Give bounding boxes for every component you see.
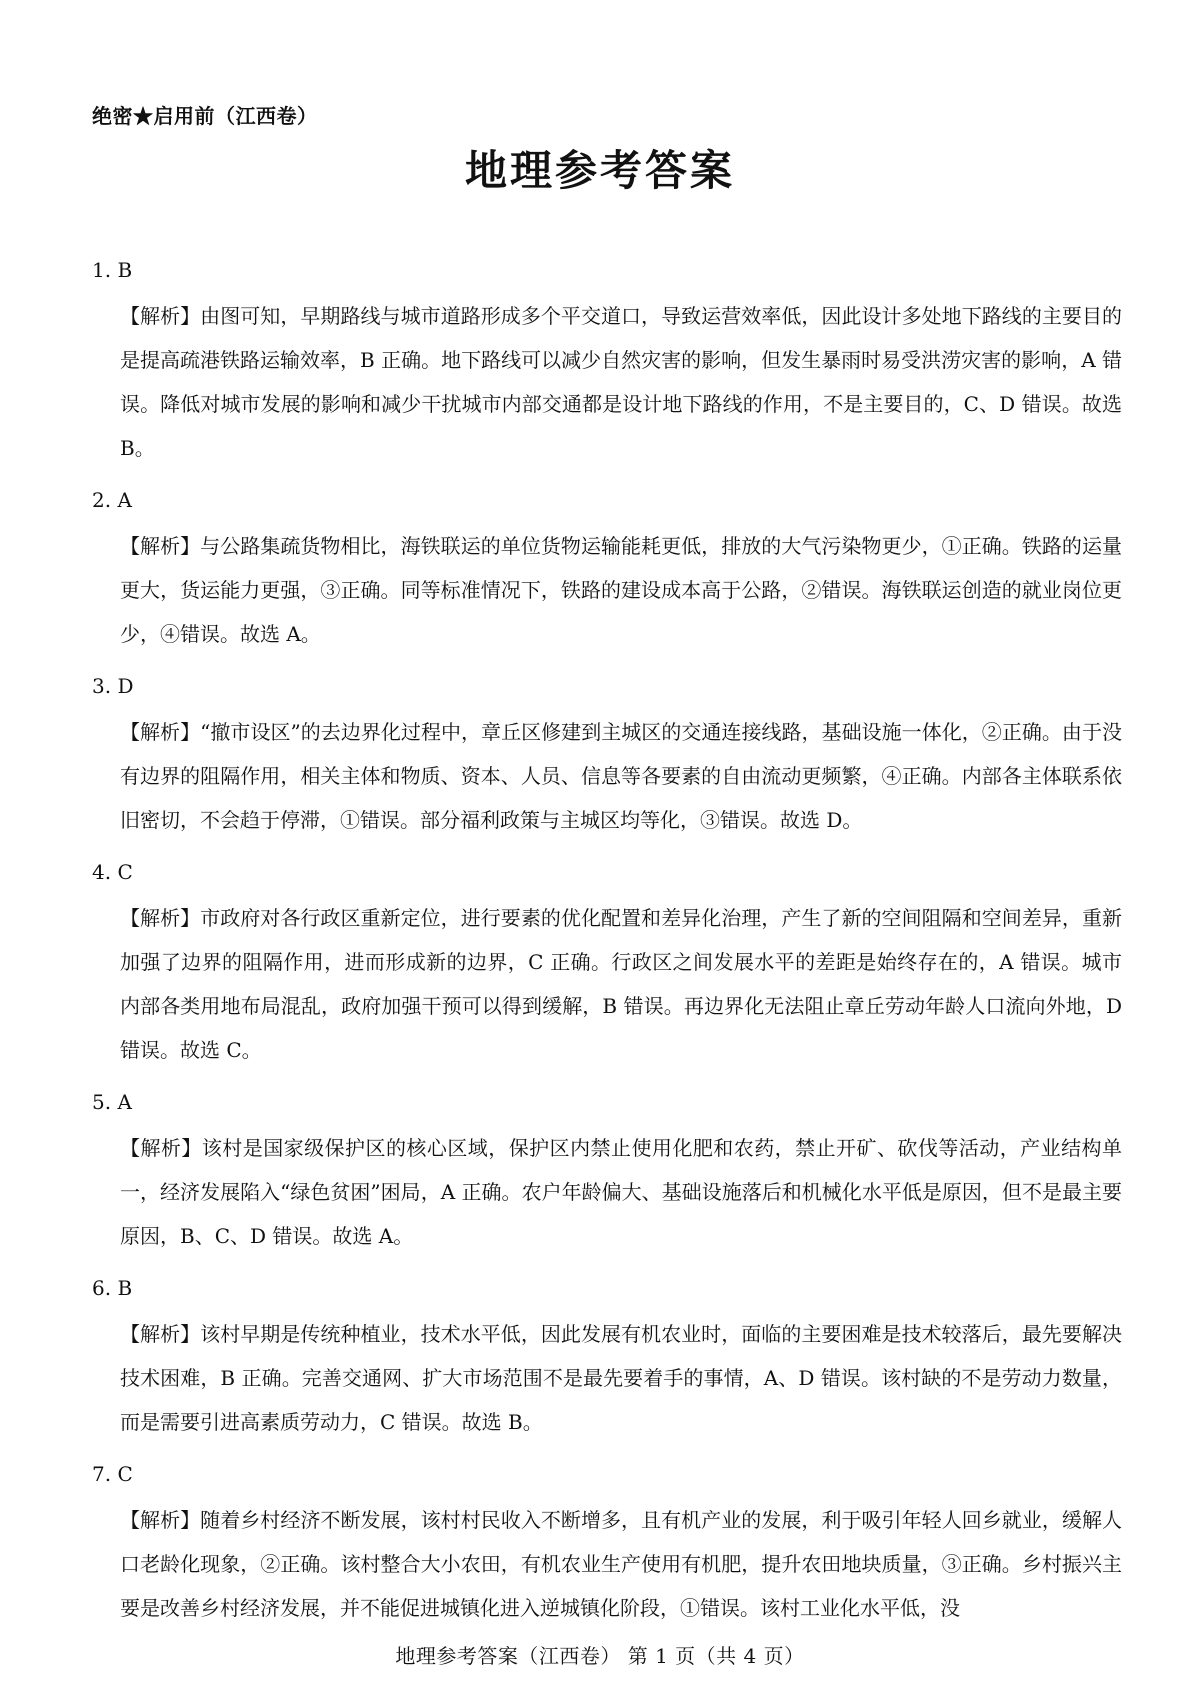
question-analysis: 【解析】该村是国家级保护区的核心区域，保护区内禁止使用化肥和农药，禁止开矿、砍伐等活动，产业结构单一，经济发展陷入“绿色贫困”困局，A 正确。农户年龄偏大、基础设施落后和机械化水平低是原因，但不是最主要原因，B、C、D 错误。故选 A。 — [120, 1136, 1122, 1248]
question-analysis: 【解析】由图可知，早期路线与城市道路形成多个平交道口，导致运营效率低，因此设计多处地下路线的主要目的是提高疏港铁路运输效率，B 正确。地下路线可以减少自然灾害的影响，但发生暴雨时易受洪涝灾害的影响，A 错误。降低对城市发展的影响和减少干扰城市内部交通都是设计地下路线的作用，不是主要目的，C、D 错误。故选 B。 — [120, 304, 1122, 460]
question-6 — [92, 1266, 1122, 1444]
question-analysis: 【解析】与公路集疏货物相比，海铁联运的单位货物运输能耗更低，排放的大气污染物更少，①正确。铁路的运量更大，货运能力更强，③正确。同等标准情况下，铁路的建设成本高于公路，②错误。海铁联运创造的就业岗位更少，④错误。故选 A。 — [120, 534, 1122, 646]
question-4 — [92, 850, 1122, 1072]
question-number: 2. A — [92, 488, 132, 512]
question-1 — [92, 248, 1122, 470]
page-footer: 地理参考答案（江西卷） 第 1 页（共 4 页） — [395, 1644, 805, 1668]
question-number: 7. C — [92, 1462, 133, 1486]
question-3 — [92, 664, 1122, 842]
question-number: 3. D — [92, 674, 134, 698]
answer-list — [92, 248, 1122, 1638]
question-2 — [92, 478, 1122, 656]
question-analysis: 【解析】该村早期是传统种植业，技术水平低，因此发展有机农业时，面临的主要困难是技术较落后，最先要解决技术困难，B 正确。完善交通网、扩大市场范围不是最先要着手的事情，A、D 错误。该村缺的不是劳动力数量，而是需要引进高素质劳动力，C 错误。故选 B。 — [120, 1322, 1122, 1434]
question-analysis: 【解析】市政府对各行政区重新定位，进行要素的优化配置和差异化治理，产生了新的空间阻隔和空间差异，重新加强了边界的阻隔作用，进而形成新的边界，C 正确。行政区之间发展水平的差距是始终存在的，A 错误。城市内部各类用地布局混乱，政府加强干预可以得到缓解，B 错误。再边界化无法阻止章丘劳动年龄人口流向外地，D 错误。故选 C。 — [120, 906, 1122, 1062]
page-title: 地理参考答案 — [464, 146, 735, 195]
confidential-label: 绝密★启用前（江西卷） — [92, 104, 318, 128]
question-number: 1. B — [92, 258, 133, 282]
question-7 — [92, 1452, 1122, 1630]
question-analysis: 【解析】“撤市设区”的去边界化过程中，章丘区修建到主城区的交通连接线路，基础设施一体化，②正确。由于没有边界的阻隔作用，相关主体和物质、资本、人员、信息等各要素的自由流动更频繁，④正确。内部各主体联系依旧密切，不会趋于停滞，①错误。部分福利政策与主城区均等化，③错误。故选 D。 — [120, 720, 1122, 832]
question-analysis: 【解析】随着乡村经济不断发展，该村村民收入不断增多，且有机产业的发展，利于吸引年轻人回乡就业，缓解人口老龄化现象，②正确。该村整合大小农田，有机农业生产使用有机肥，提升农田地块质量，③正确。乡村振兴主要是改善乡村经济发展，并不能促进城镇化进入逆城镇化阶段，①错误。该村工业化水平低，没 — [120, 1508, 1122, 1620]
question-number: 5. A — [92, 1090, 132, 1114]
question-number: 4. C — [92, 860, 133, 884]
question-5 — [92, 1080, 1122, 1258]
question-number: 6. B — [92, 1276, 133, 1300]
